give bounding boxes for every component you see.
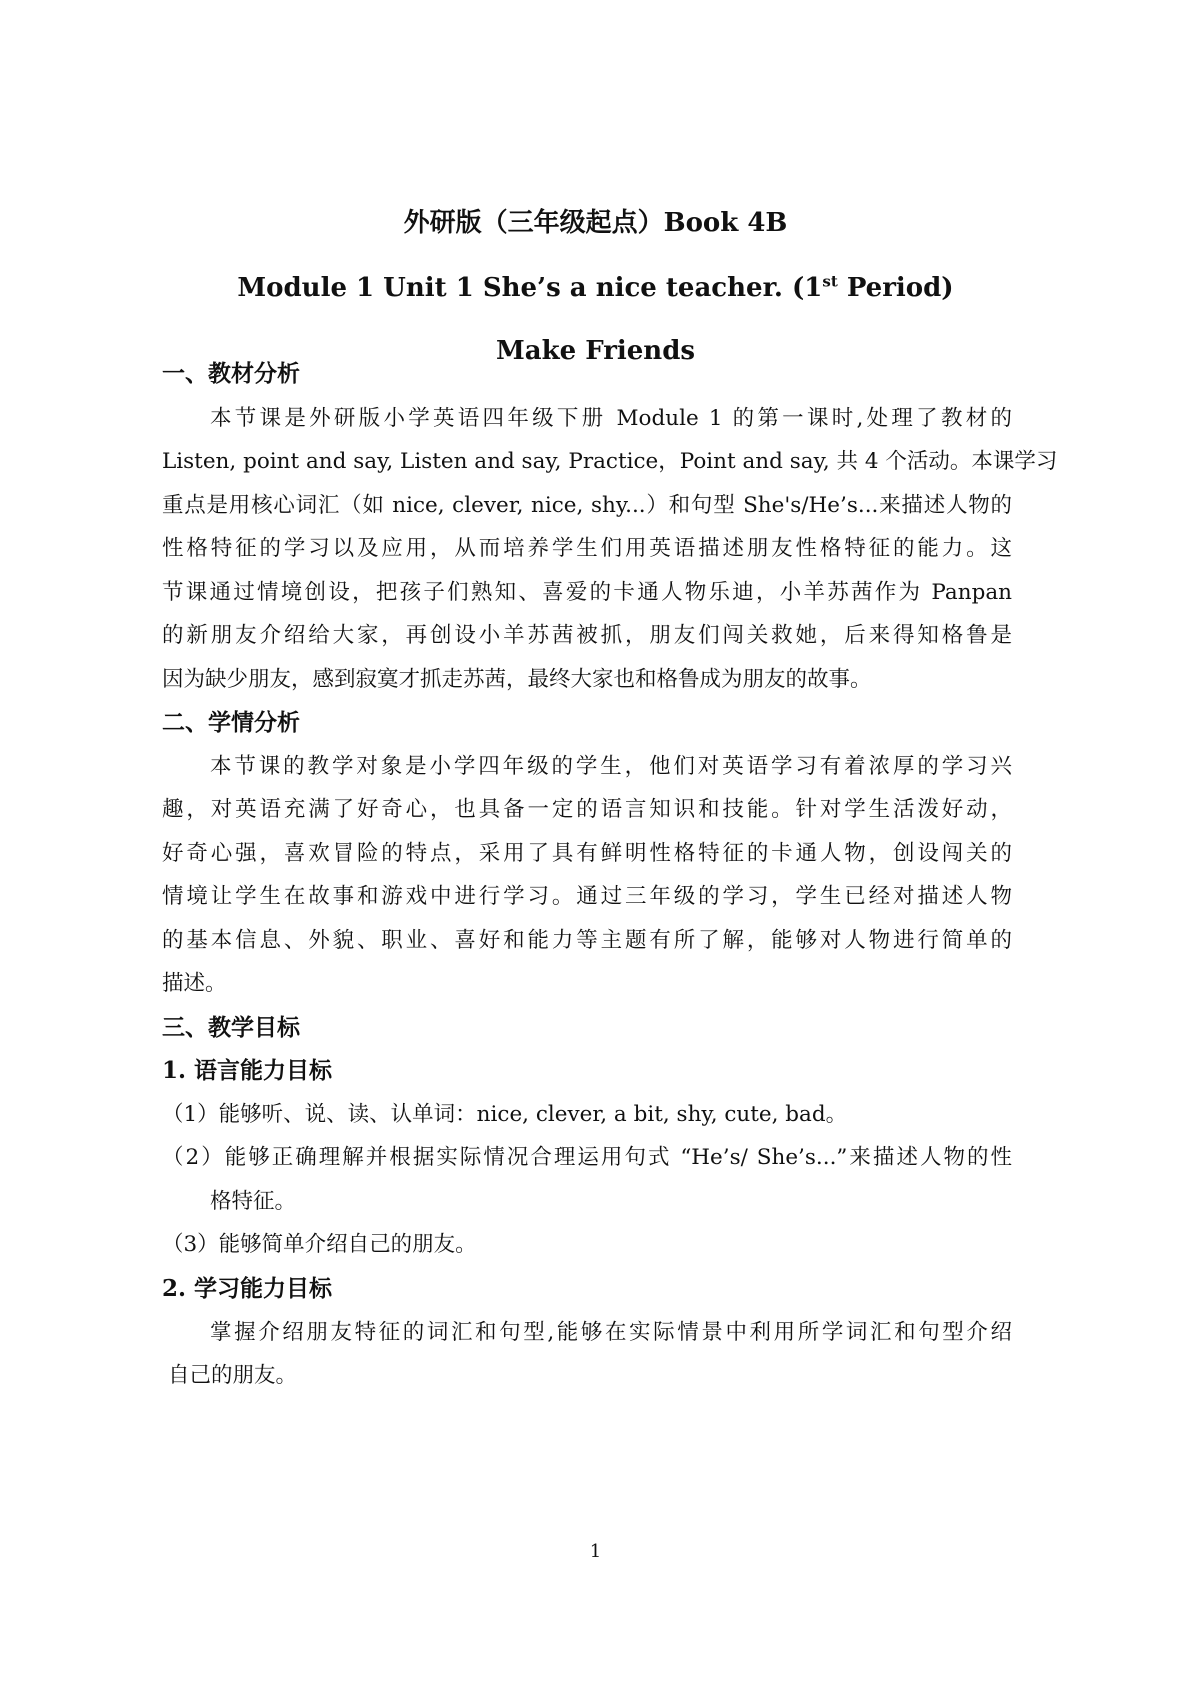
paragraph-line: 节课通过情境创设，把孩子们熟知、喜爱的卡通人物乐迪，小羊苏茜作为 Panpan xyxy=(162,580,1012,605)
subheading-learning-ability: 2. 学习能力目标 xyxy=(162,1275,333,1302)
paragraph-line: 自己的朋友。 xyxy=(168,1363,298,1388)
paragraph-line: 本节课是外研版小学英语四年级下册 Module 1 的第一课时,处理了教材的 xyxy=(210,406,1012,431)
paragraph-line: 好奇心强，喜欢冒险的特点，采用了具有鲜明性格特征的卡通人物，创设闯关的 xyxy=(162,841,1012,866)
title-module xyxy=(0,271,1191,305)
paragraph-line: Listen, point and say, Listen and say, Practice，Point and say, 共 4 个活动。本课学习 xyxy=(162,449,1058,474)
title-module-superscript: st xyxy=(822,272,838,291)
paragraph-line: 情境让学生在故事和游戏中进行学习。通过三年级的学习，学生已经对描述人物 xyxy=(162,884,1012,909)
section-heading-textbook-analysis: 一、教材分析 xyxy=(162,360,300,387)
paragraph-line: 性格特征的学习以及应用，从而培养学生们用英语描述朋友性格特征的能力。这 xyxy=(162,536,1012,561)
paragraph-line: 的新朋友介绍给大家，再创设小羊苏茜被抓，朋友们闯关救她，后来得知格鲁是 xyxy=(162,623,1012,648)
paragraph-line: 的基本信息、外貌、职业、喜好和能力等主题有所了解，能够对人物进行简单的 xyxy=(162,928,1012,953)
paragraph-line: 掌握介绍朋友特征的词汇和句型,能够在实际情景中利用所学词汇和句型介绍 xyxy=(210,1320,1012,1345)
paragraph-line: 趣，对英语充满了好奇心，也具备一定的语言知识和技能。针对学生活泼好动， xyxy=(162,797,1012,822)
section-heading-teaching-objectives: 三、教学目标 xyxy=(162,1014,300,1041)
objective-item: （3）能够简单介绍自己的朋友。 xyxy=(162,1232,477,1257)
paragraph-line: 本节课的教学对象是小学四年级的学生，他们对英语学习有着浓厚的学习兴 xyxy=(210,754,1012,779)
section-heading-student-analysis: 二、学情分析 xyxy=(162,709,300,736)
page-number: 1 xyxy=(589,1541,602,1562)
paragraph-line: 描述。 xyxy=(162,971,227,996)
objective-item: （1）能够听、说、读、认单词：nice, clever, a bit, shy, cute, bad。 xyxy=(162,1102,848,1127)
subheading-language-ability: 1. 语言能力目标 xyxy=(162,1057,333,1084)
title-module-main: Module 1 Unit 1 She’s a nice teacher. (1 xyxy=(237,273,823,303)
title-module-end: Period) xyxy=(837,273,954,303)
title-book: 外研版（三年级起点）Book 4B xyxy=(403,208,788,238)
objective-item-continuation: 格特征。 xyxy=(210,1189,297,1214)
title-lesson: Make Friends xyxy=(495,336,696,366)
paragraph-line: 因为缺少朋友，感到寂寞才抓走苏茜，最终大家也和格鲁成为朋友的故事。 xyxy=(162,667,872,692)
paragraph-line: 重点是用核心词汇（如 nice, clever, nice, shy...）和句型 She's/He’s...来描述人物的 xyxy=(162,493,1012,518)
objective-item: （2）能够正确理解并根据实际情况合理运用句式 “He’s/ She’s...”来描述人物的性 xyxy=(162,1145,1012,1170)
